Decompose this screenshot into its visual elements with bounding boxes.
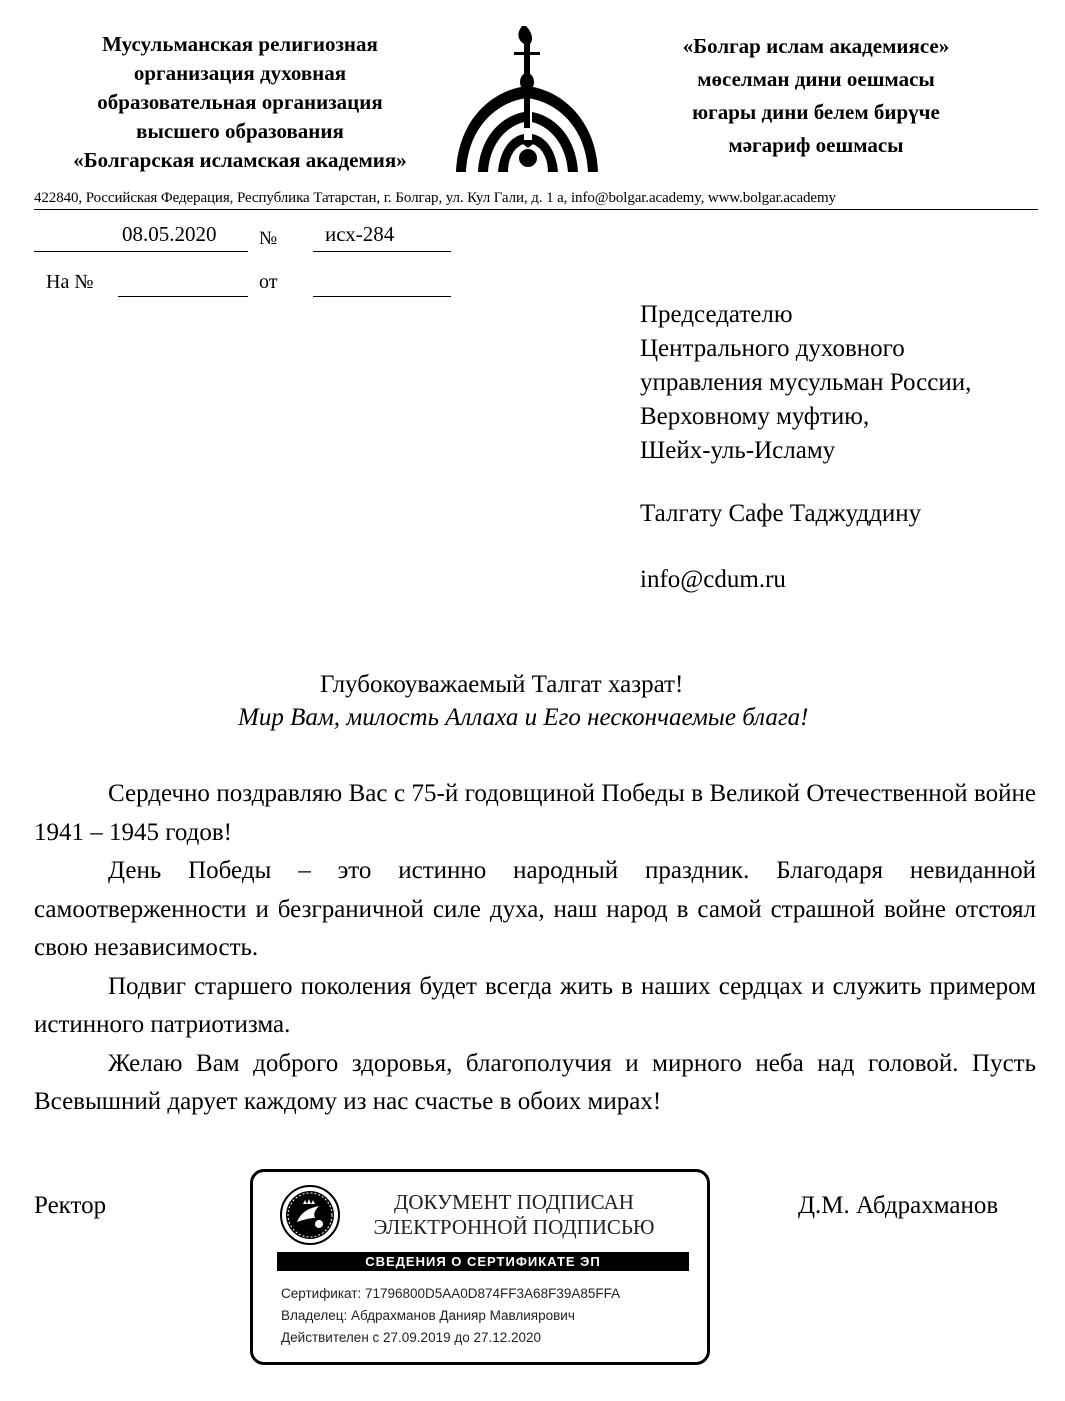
certificate-info-banner: СВЕДЕНИЯ О СЕРТИФИКАТЕ ЭП — [277, 1252, 689, 1271]
addressee-line: Шейх-уль-Исламу — [640, 437, 836, 464]
addressee-line: Центрального духовного — [640, 335, 905, 362]
addressee-email: info@cdum.ru — [640, 566, 786, 593]
org-name-line: высшего образования — [136, 119, 344, 143]
stamp-title-line: ДОКУМЕНТ ПОДПИСАН — [394, 1190, 634, 1214]
signer-role: Ректор — [34, 1192, 107, 1219]
body-paragraph: Желаю Вам доброго здоровья, благополучия и мирного неба над головой. Пусть Всевышний дарует каждому из нас счастье в обоих мирах! — [34, 1049, 1036, 1115]
electronic-signature-stamp — [250, 1169, 710, 1365]
greeting: Глубокоуважаемый Талгат хазрат! — [320, 671, 684, 698]
body-paragraph: День Победы – это истинно народный праздник. Благодаря невиданной самоотверженности и безграничной силе духа, наш народ в самой страшной войне отстоял свою независимость. — [34, 857, 1036, 961]
certificate-details — [281, 1283, 620, 1349]
number-underline — [313, 251, 451, 252]
letter-body — [34, 775, 1036, 1122]
org-name-line: «Болгар ислам академиясе» — [682, 34, 950, 58]
org-name-line: организация духовная — [133, 61, 347, 85]
from-label: от — [259, 271, 278, 293]
org-name-line: мөселман дини оешмасы — [697, 67, 935, 91]
header-divider — [34, 209, 1038, 210]
addressee-line: Председателю — [640, 301, 793, 328]
org-name-line: образовательная организация — [97, 90, 383, 114]
org-name-line: югары дини белем бирүче — [692, 100, 940, 124]
org-name-line: мәгариф оешмасы — [728, 133, 904, 157]
outgoing-number: исх-284 — [325, 222, 395, 246]
org-name-line: «Болгарская исламская академия» — [73, 148, 407, 172]
signer-name: Д.М. Абдрахманов — [798, 1192, 999, 1219]
stamp-title — [349, 1190, 679, 1240]
addressee-block — [640, 298, 971, 468]
certificate-owner: Владелец: Абдрахманов Данияр Мавлиярович — [281, 1308, 575, 1323]
number-sign: № — [259, 228, 278, 249]
org-name-tatar — [616, 30, 1016, 162]
outgoing-date: 08.05.2020 — [122, 222, 217, 246]
blessing: Мир Вам, милость Аллаха и Его нескончаемые блага! — [238, 704, 809, 731]
body-paragraph: Сердечно поздравляю Вас с 75-й годовщиной Победы в Великой Отечественной войне 1941 – 1945 годов! — [34, 780, 1036, 846]
date-underline — [34, 251, 248, 252]
org-name-line: Мусульманская религиозная — [102, 32, 378, 56]
reference-underline — [118, 296, 248, 297]
from-underline — [313, 296, 451, 297]
coat-of-arms-seal-icon — [279, 1184, 341, 1246]
academy-logo — [452, 24, 604, 176]
body-paragraph: Подвиг старшего поколения будет всегда жить в наших сердцах и служить примером истинного патриотизма. — [34, 972, 1036, 1038]
reference-label: На № — [46, 271, 94, 293]
certificate-number: Сертификат: 71796800D5AA0D874FF3A68F39A85FFA — [281, 1286, 621, 1301]
addressee-line: Верховному муфтию, — [640, 403, 870, 430]
stamp-title-line: ЭЛЕКТРОННОЙ ПОДПИСЬЮ — [373, 1215, 655, 1239]
certificate-validity: Действителен с 27.09.2019 до 27.12.2020 — [281, 1330, 542, 1345]
addressee-name: Талгату Сафе Таджуддину — [640, 500, 922, 527]
org-name-russian — [30, 30, 450, 175]
addressee-line: управления мусульман России, — [640, 369, 972, 396]
org-address: 422840, Российская Федерация, Республика Татарстан, г. Болгар, ул. Кул Гали, д. 1 а, info@bolgar.academy, www.bolgar.academy — [34, 190, 836, 206]
